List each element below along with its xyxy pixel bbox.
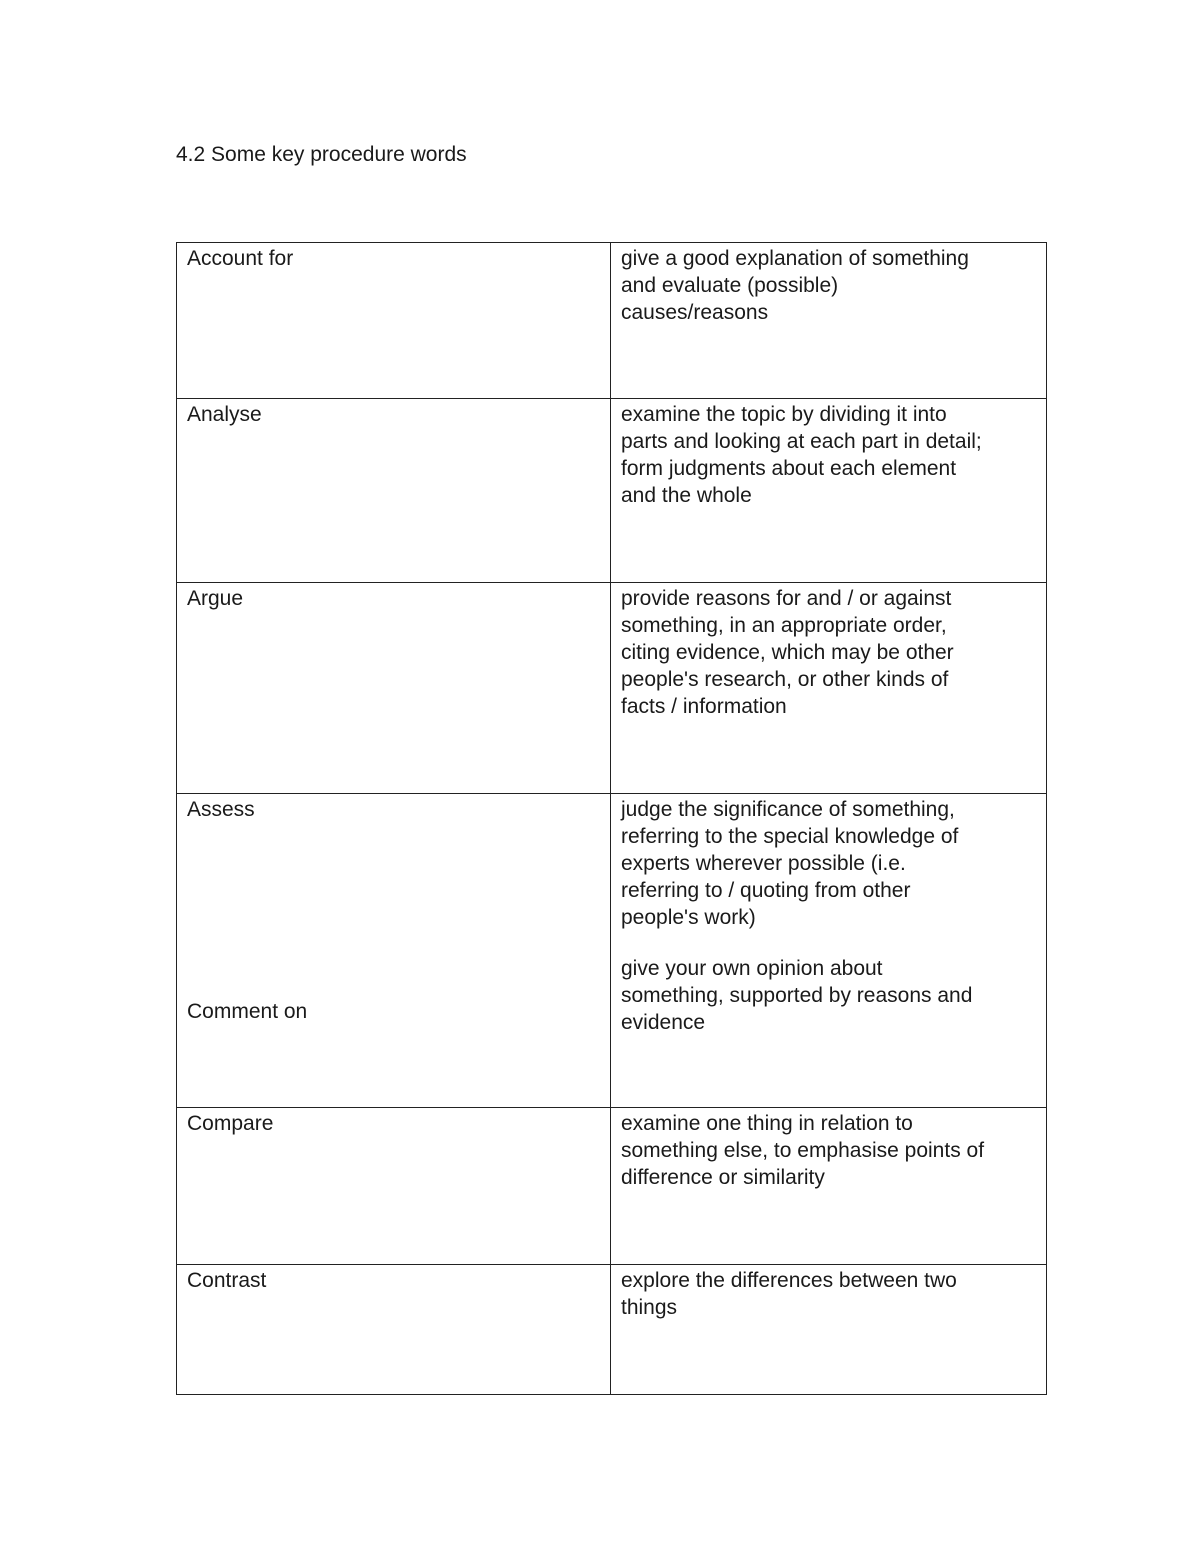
definition-line: people's research, or other kinds of bbox=[621, 668, 949, 691]
definition-cell bbox=[611, 583, 1047, 794]
definition-line: referring to the special knowledge of bbox=[621, 825, 959, 848]
term-label: Argue bbox=[187, 587, 244, 610]
term-label: Account for bbox=[187, 247, 294, 270]
definition-cell bbox=[611, 243, 1047, 399]
term-cell bbox=[177, 1265, 611, 1395]
definition-line: difference or similarity bbox=[621, 1166, 825, 1189]
term-label: Analyse bbox=[187, 403, 262, 426]
term-label: Comment on bbox=[187, 1000, 308, 1023]
definition-line: causes/reasons bbox=[621, 301, 769, 324]
table-row bbox=[177, 794, 1047, 1108]
definition-cell bbox=[611, 1108, 1047, 1265]
table-row bbox=[177, 399, 1047, 583]
definition-line: something else, to emphasise points of bbox=[621, 1139, 985, 1162]
term-cell bbox=[177, 399, 611, 583]
definition-line: facts / information bbox=[621, 695, 787, 718]
definition-line: parts and looking at each part in detail; bbox=[621, 430, 982, 453]
page-title: 4.2 Some key procedure words bbox=[176, 143, 467, 166]
definition-line: citing evidence, which may be other bbox=[621, 641, 954, 664]
definition-line: explore the differences between two bbox=[621, 1269, 957, 1292]
definition-line: and evaluate (possible) bbox=[621, 274, 839, 297]
definition-line: evidence bbox=[621, 1011, 706, 1034]
term-label: Compare bbox=[187, 1112, 274, 1135]
spacer bbox=[187, 823, 600, 998]
table-row bbox=[177, 583, 1047, 794]
definition-line: referring to / quoting from other bbox=[621, 879, 911, 902]
definition-line: something, supported by reasons and bbox=[621, 984, 973, 1007]
definition-line: experts wherever possible (i.e. bbox=[621, 852, 906, 875]
definition-line: something, in an appropriate order, bbox=[621, 614, 947, 637]
definition-line: people's work) bbox=[621, 906, 756, 929]
definition-cell bbox=[611, 794, 1047, 1108]
definition-cell bbox=[611, 1265, 1047, 1395]
definition-line: things bbox=[621, 1296, 678, 1319]
definition-line: give your own opinion about bbox=[621, 957, 883, 980]
definition-line: examine the topic by dividing it into bbox=[621, 403, 947, 426]
table-row bbox=[177, 1108, 1047, 1265]
term-cell bbox=[177, 794, 611, 1108]
spacer bbox=[621, 931, 1036, 955]
term-label: Contrast bbox=[187, 1269, 267, 1292]
definition-line: and the whole bbox=[621, 484, 752, 507]
definition-line: provide reasons for and / or against bbox=[621, 587, 952, 610]
term-label: Assess bbox=[187, 798, 255, 821]
table-row bbox=[177, 1265, 1047, 1395]
term-cell bbox=[177, 1108, 611, 1265]
definition-line: judge the significance of something, bbox=[621, 798, 955, 821]
term-cell bbox=[177, 243, 611, 399]
table-row bbox=[177, 243, 1047, 399]
procedure-words-table bbox=[176, 242, 1047, 1395]
definition-line: give a good explanation of something bbox=[621, 247, 969, 270]
term-cell bbox=[177, 583, 611, 794]
definition-line: examine one thing in relation to bbox=[621, 1112, 913, 1135]
definition-cell bbox=[611, 399, 1047, 583]
definition-line: form judgments about each element bbox=[621, 457, 957, 480]
